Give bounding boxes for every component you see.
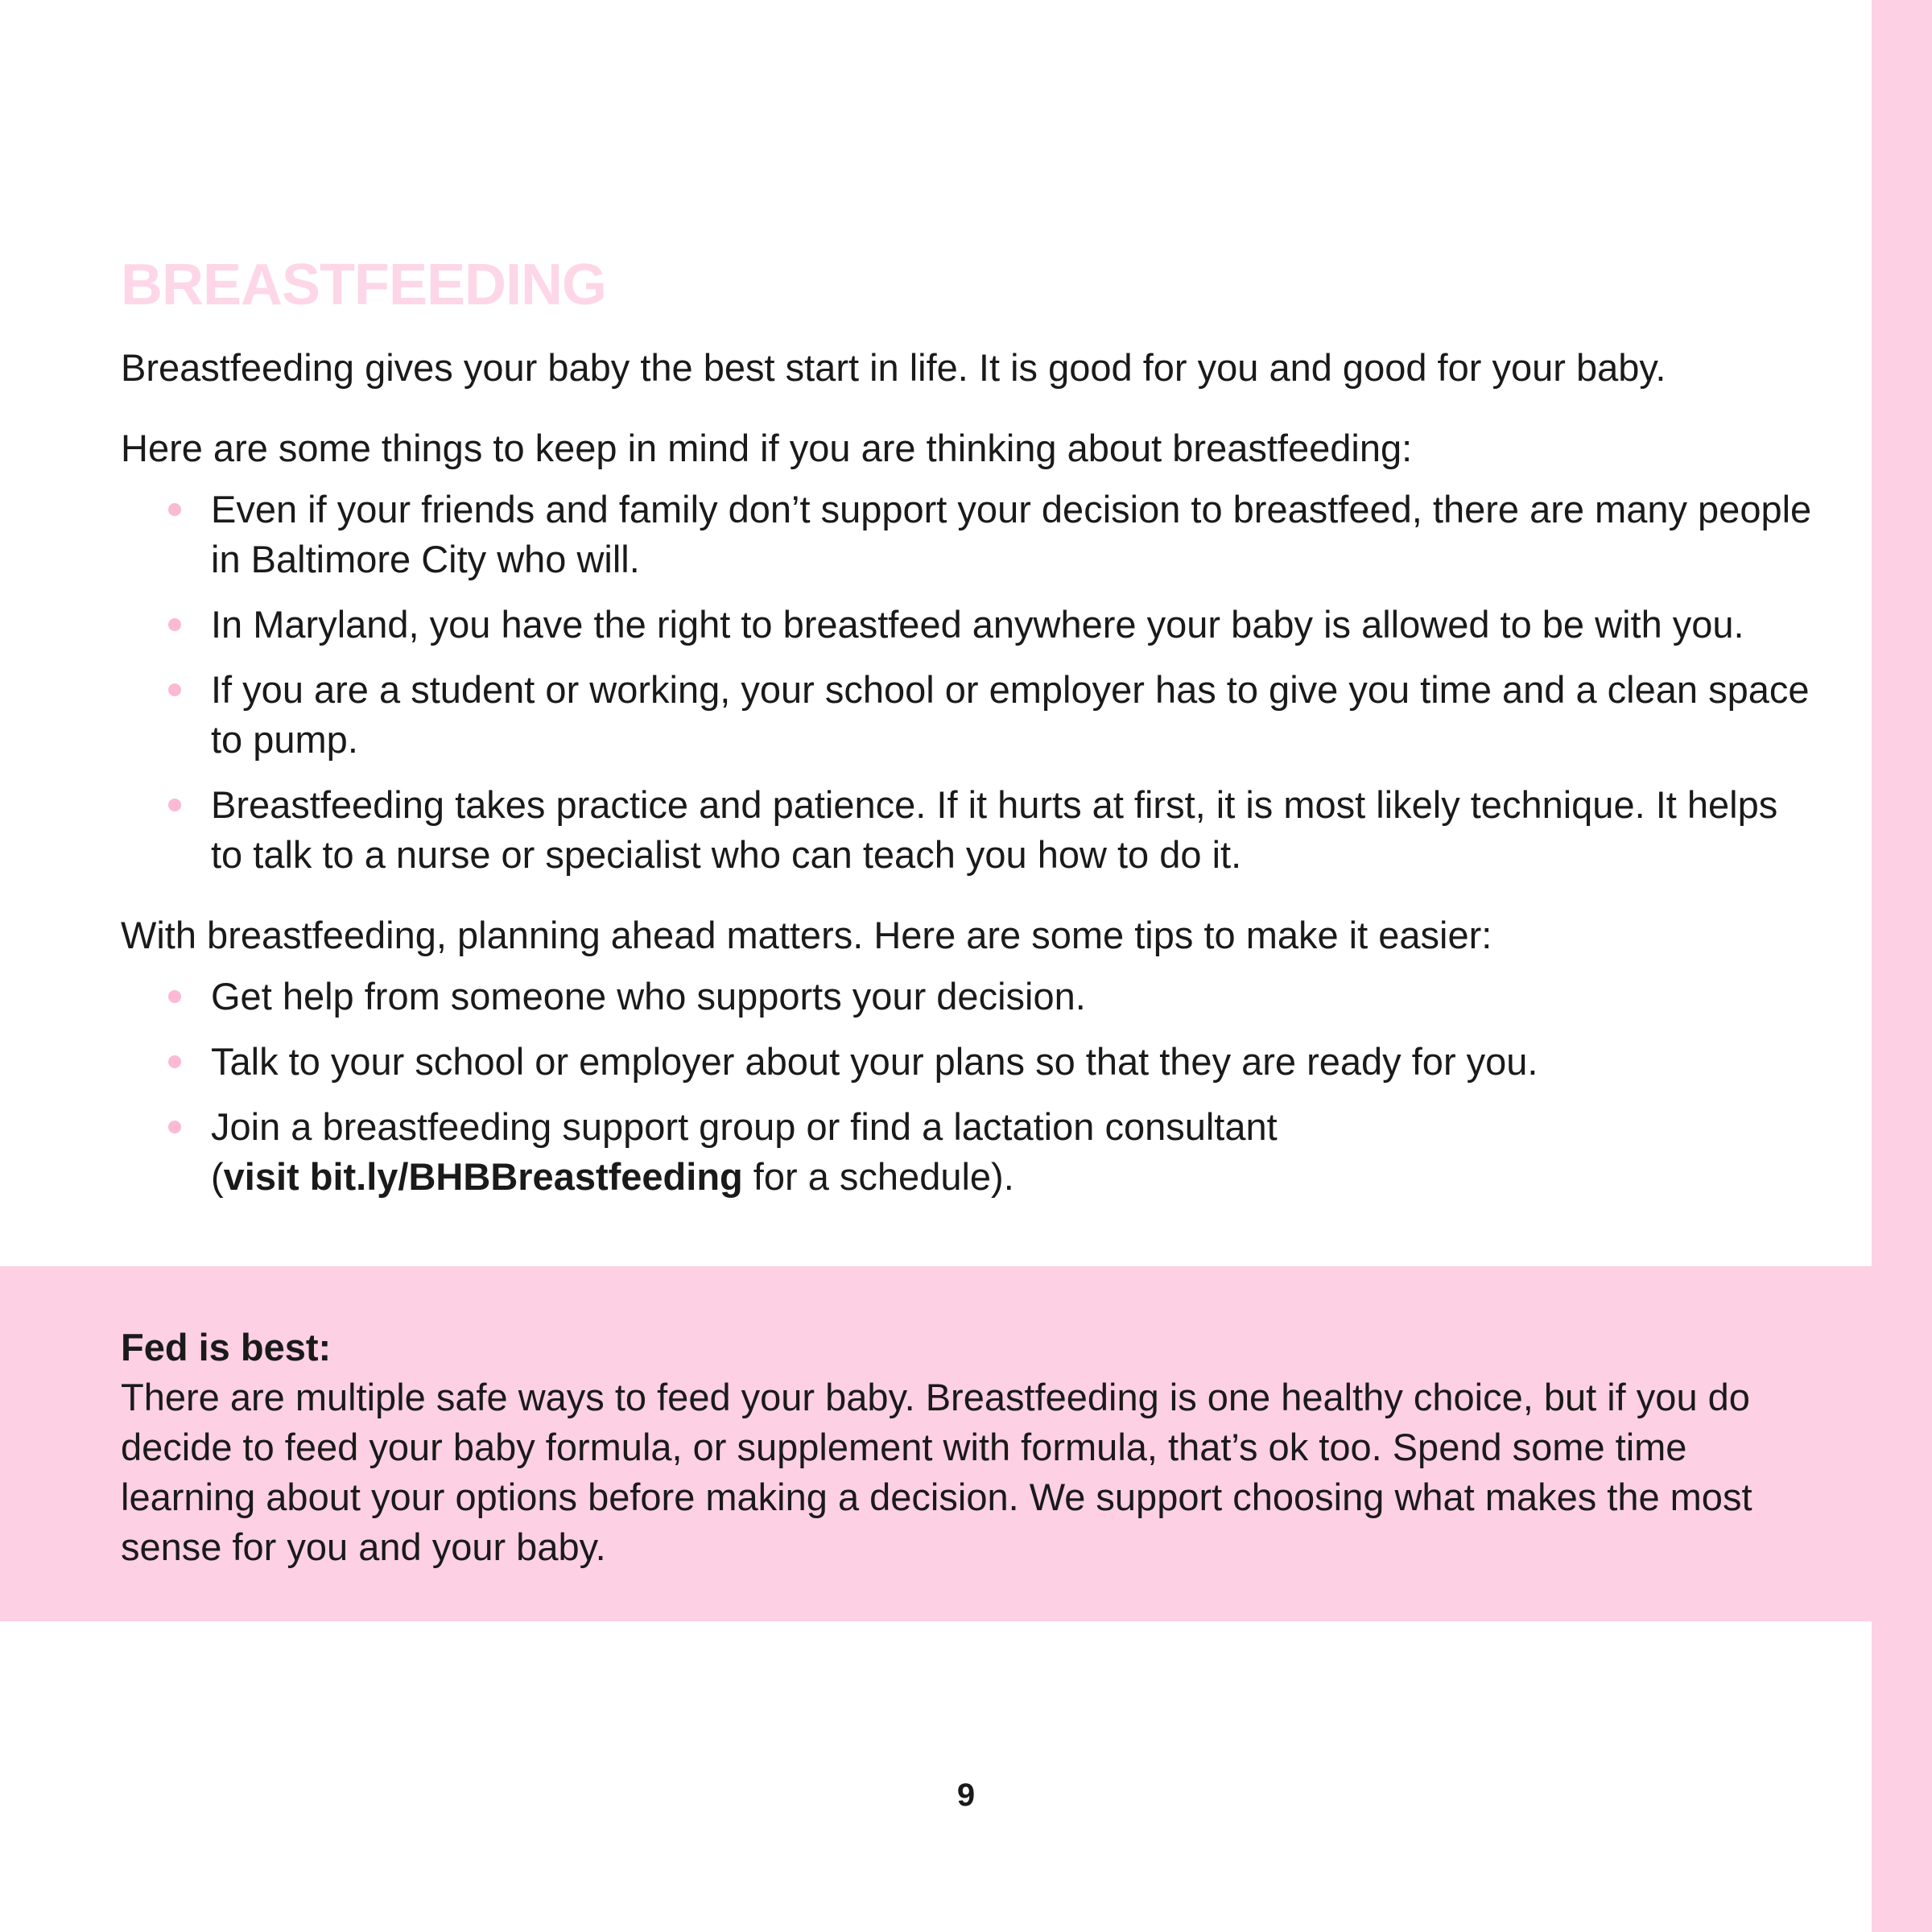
list-item: Get help from someone who supports your decision. (211, 972, 1819, 1022)
callout-heading: Fed is best: (121, 1326, 332, 1368)
bullet-dot-icon (168, 799, 181, 811)
fed-is-best-callout (0, 1266, 1872, 1621)
schedule-link[interactable]: visit bit.ly/BHBBreastfeeding (223, 1155, 743, 1198)
callout-content (121, 1323, 1819, 1572)
bullet-dot-icon (168, 618, 181, 631)
list-item: Join a breastfeeding support group or find a lactation consultant (visit bit.ly/BHBBreastfeeding for a schedule). (211, 1102, 1819, 1202)
side-accent-bar (1872, 0, 1932, 1932)
page-number: 9 (956, 1777, 976, 1813)
bullet-dot-icon (168, 1121, 181, 1133)
intro-paragraph: Breastfeeding gives your baby the best start in life. It is good for you and good for your baby. (121, 346, 1666, 389)
page-title: BREASTFEEDING (121, 253, 607, 317)
callout-body: There are multiple safe ways to feed your baby. Breastfeeding is one healthy choice, but if you do decide to feed your baby formula, or supplement with formula, that’s ok too. Spend some time learning about your options before making a decision. We support choosing what makes the most sense for you and your baby. (121, 1376, 1752, 1568)
section1-lead: Here are some things to keep in mind if you are thinking about breastfeeding: (121, 427, 1413, 469)
bullet-dot-icon (168, 990, 181, 1003)
section2-lead: With breastfeeding, planning ahead matters. Here are some tips to make it easier: (121, 914, 1492, 956)
list-item: Even if your friends and family don’t support your decision to breastfeed, there are many people in Baltimore City who will. (211, 485, 1819, 584)
list-item: Talk to your school or employer about your plans so that they are ready for you. (211, 1037, 1819, 1087)
list-item: Breastfeeding takes practice and patience. If it hurts at first, it is most likely technique. It helps to talk to a nurse or specialist who can teach you how to do it. (211, 780, 1819, 880)
main-content (121, 250, 1819, 1232)
section1-list (121, 485, 1819, 880)
section2-list (121, 972, 1819, 1202)
list-item: If you are a student or working, your school or employer has to give you time and a clean space to pump. (211, 665, 1819, 765)
list-item: In Maryland, you have the right to breastfeed anywhere your baby is allowed to be with you. (211, 600, 1819, 650)
bullet-dot-icon (168, 1055, 181, 1068)
bullet-dot-icon (168, 503, 181, 516)
bullet-dot-icon (168, 683, 181, 696)
